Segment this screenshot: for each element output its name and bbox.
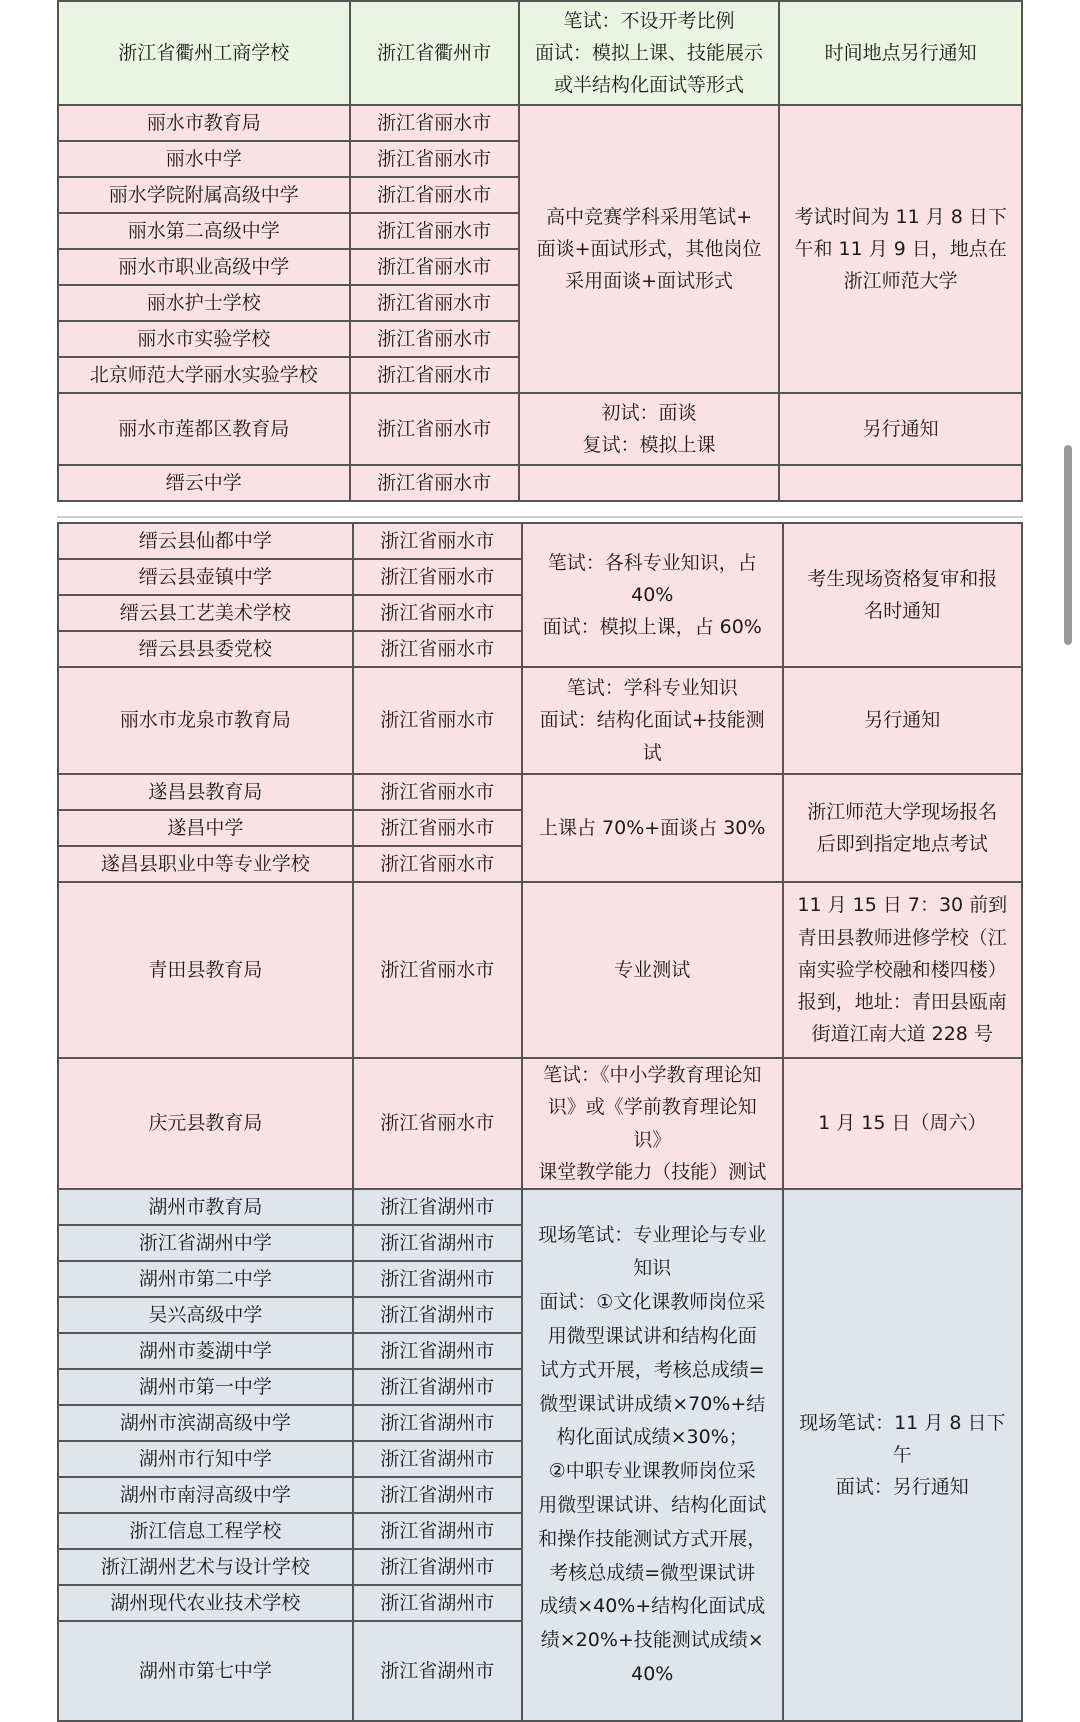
unit-cell: 丽水市龙泉市教育局 xyxy=(58,667,353,774)
time-place-cell: 时间地点另行通知 xyxy=(779,1,1022,105)
exam-method-cell: 笔试：学科专业知识 面试：结构化面试+技能测 试 xyxy=(522,667,783,774)
location-cell: 浙江省丽水市 xyxy=(353,846,522,882)
unit-cell: 丽水护士学校 xyxy=(58,285,350,321)
location-cell: 浙江省丽水市 xyxy=(350,465,519,501)
unit-cell: 湖州市教育局 xyxy=(58,1189,353,1225)
unit-cell: 湖州市行知中学 xyxy=(58,1441,353,1477)
location-cell: 浙江省丽水市 xyxy=(353,667,522,774)
location-cell: 浙江省湖州市 xyxy=(353,1297,522,1333)
unit-cell: 湖州现代农业技术学校 xyxy=(58,1585,353,1621)
location-cell: 浙江省湖州市 xyxy=(353,1513,522,1549)
group-jinyun xyxy=(58,523,1022,1189)
time-place-cell: 1 月 15 日（周六） xyxy=(783,1058,1022,1189)
location-cell: 浙江省丽水市 xyxy=(353,523,522,559)
location-cell: 浙江省丽水市 xyxy=(353,559,522,595)
unit-cell: 湖州市第七中学 xyxy=(58,1621,353,1721)
exam-method-cell: 现场笔试：专业理论与专业 知识 面试：①文化课教师岗位采 用微型课试讲和结构化面 试方式开展，考核总成绩= 微型课试讲成绩×70%+结 构化面试成绩×30%； ②中职专业课教师岗位采 用微型课试讲、结构化面试 和操作技能测试方式开展， 考核总成绩=微型课试讲 成绩×40%+结构化面试成 绩×20%+技能测试成绩× 40% xyxy=(522,1189,783,1721)
unit-cell: 吴兴高级中学 xyxy=(58,1297,353,1333)
time-place-cell: 另行通知 xyxy=(783,667,1022,774)
exam-method-cell: 高中竞赛学科采用笔试+ 面谈+面试形式，其他岗位 采用面谈+面试形式 xyxy=(519,105,780,393)
time-place-cell: 考试时间为 11 月 8 日下 午和 11 月 9 日，地点在 浙江师范大学 xyxy=(779,105,1022,393)
unit-cell: 庆元县教育局 xyxy=(58,1058,353,1189)
location-cell: 浙江省湖州市 xyxy=(353,1585,522,1621)
time-place-cell: 浙江师范大学现场报名 后即到指定地点考试 xyxy=(783,774,1022,882)
exam-method-cell: 初试：面谈 复试：模拟上课 xyxy=(519,393,780,465)
exam-method-cell xyxy=(519,465,780,501)
unit-cell: 缙云县工艺美术学校 xyxy=(58,595,353,631)
time-place-cell xyxy=(779,465,1022,501)
location-cell: 浙江省丽水市 xyxy=(353,882,522,1058)
unit-cell: 丽水市教育局 xyxy=(58,105,350,141)
exam-method-cell: 上课占 70%+面谈占 30% xyxy=(522,774,783,882)
exam-method-cell: 笔试：各科专业知识，占 40% 面试：模拟上课，占 60% xyxy=(522,523,783,667)
location-cell: 浙江省湖州市 xyxy=(353,1261,522,1297)
unit-cell: 丽水市实验学校 xyxy=(58,321,350,357)
location-cell: 浙江省丽水市 xyxy=(353,774,522,810)
unit-cell: 丽水市职业高级中学 xyxy=(58,249,350,285)
location-cell: 浙江省湖州市 xyxy=(353,1477,522,1513)
unit-cell: 丽水中学 xyxy=(58,141,350,177)
location-cell: 浙江省丽水市 xyxy=(350,321,519,357)
location-cell: 浙江省丽水市 xyxy=(350,249,519,285)
unit-cell: 浙江信息工程学校 xyxy=(58,1513,353,1549)
location-cell: 浙江省湖州市 xyxy=(353,1549,522,1585)
location-cell: 浙江省丽水市 xyxy=(353,810,522,846)
unit-cell: 丽水市莲都区教育局 xyxy=(58,393,350,465)
unit-cell: 缙云县县委党校 xyxy=(58,631,353,667)
unit-cell: 遂昌中学 xyxy=(58,810,353,846)
unit-cell: 缙云县仙都中学 xyxy=(58,523,353,559)
location-cell: 浙江省衢州市 xyxy=(350,1,519,105)
location-cell: 浙江省湖州市 xyxy=(353,1405,522,1441)
location-cell: 浙江省湖州市 xyxy=(353,1441,522,1477)
unit-cell: 缙云中学 xyxy=(58,465,350,501)
unit-cell: 丽水学院附属高级中学 xyxy=(58,177,350,213)
group-lishui xyxy=(58,105,1022,501)
location-cell: 浙江省湖州市 xyxy=(353,1369,522,1405)
location-cell: 浙江省丽水市 xyxy=(353,595,522,631)
unit-cell: 浙江省湖州中学 xyxy=(58,1225,353,1261)
unit-cell: 丽水第二高级中学 xyxy=(58,213,350,249)
location-cell: 浙江省丽水市 xyxy=(350,393,519,465)
scrollbar-thumb[interactable] xyxy=(1064,445,1072,645)
unit-cell: 缙云县壶镇中学 xyxy=(58,559,353,595)
location-cell: 浙江省丽水市 xyxy=(353,631,522,667)
location-cell: 浙江省丽水市 xyxy=(350,177,519,213)
location-cell: 浙江省丽水市 xyxy=(350,357,519,393)
unit-cell: 遂昌县教育局 xyxy=(58,774,353,810)
location-cell: 浙江省湖州市 xyxy=(353,1333,522,1369)
time-place-cell: 11 月 15 日 7：30 前到 青田县教师进修学校（江 南实验学校融和楼四楼） 报到，地址：青田县瓯南 街道江南大道 228 号 xyxy=(783,882,1022,1058)
exam-method-cell: 笔试：《中小学教育理论知 识》或《学前教育理论知识》 课堂教学能力（技能）测试 xyxy=(522,1058,783,1189)
location-cell: 浙江省丽水市 xyxy=(350,285,519,321)
unit-cell: 浙江湖州艺术与设计学校 xyxy=(58,1549,353,1585)
location-cell: 浙江省丽水市 xyxy=(350,141,519,177)
unit-cell: 湖州市第一中学 xyxy=(58,1369,353,1405)
unit-cell: 北京师范大学丽水实验学校 xyxy=(58,357,350,393)
group-quzhou xyxy=(58,1,1022,105)
location-cell: 浙江省湖州市 xyxy=(353,1225,522,1261)
unit-cell: 遂昌县职业中等专业学校 xyxy=(58,846,353,882)
location-cell: 浙江省丽水市 xyxy=(350,213,519,249)
location-cell: 浙江省丽水市 xyxy=(350,105,519,141)
unit-cell: 湖州市第二中学 xyxy=(58,1261,353,1297)
recruitment-table-part2 xyxy=(57,522,1023,1722)
location-cell: 浙江省湖州市 xyxy=(353,1189,522,1225)
unit-cell: 青田县教育局 xyxy=(58,882,353,1058)
unit-cell: 湖州市南浔高级中学 xyxy=(58,1477,353,1513)
location-cell: 浙江省湖州市 xyxy=(353,1621,522,1721)
time-place-cell: 现场笔试：11 月 8 日下 午 面试：另行通知 xyxy=(783,1189,1022,1721)
page-divider xyxy=(57,516,1023,518)
time-place-cell: 考生现场资格复审和报 名时通知 xyxy=(783,523,1022,667)
exam-method-cell: 笔试：不设开考比例 面试：模拟上课、技能展示 或半结构化面试等形式 xyxy=(519,1,780,105)
location-cell: 浙江省丽水市 xyxy=(353,1058,522,1189)
exam-method-cell: 专业测试 xyxy=(522,882,783,1058)
unit-cell: 浙江省衢州工商学校 xyxy=(58,1,350,105)
time-place-cell: 另行通知 xyxy=(779,393,1022,465)
recruitment-table-part1 xyxy=(57,0,1023,502)
unit-cell: 湖州市菱湖中学 xyxy=(58,1333,353,1369)
group-huzhou xyxy=(58,1189,1022,1721)
unit-cell: 湖州市滨湖高级中学 xyxy=(58,1405,353,1441)
